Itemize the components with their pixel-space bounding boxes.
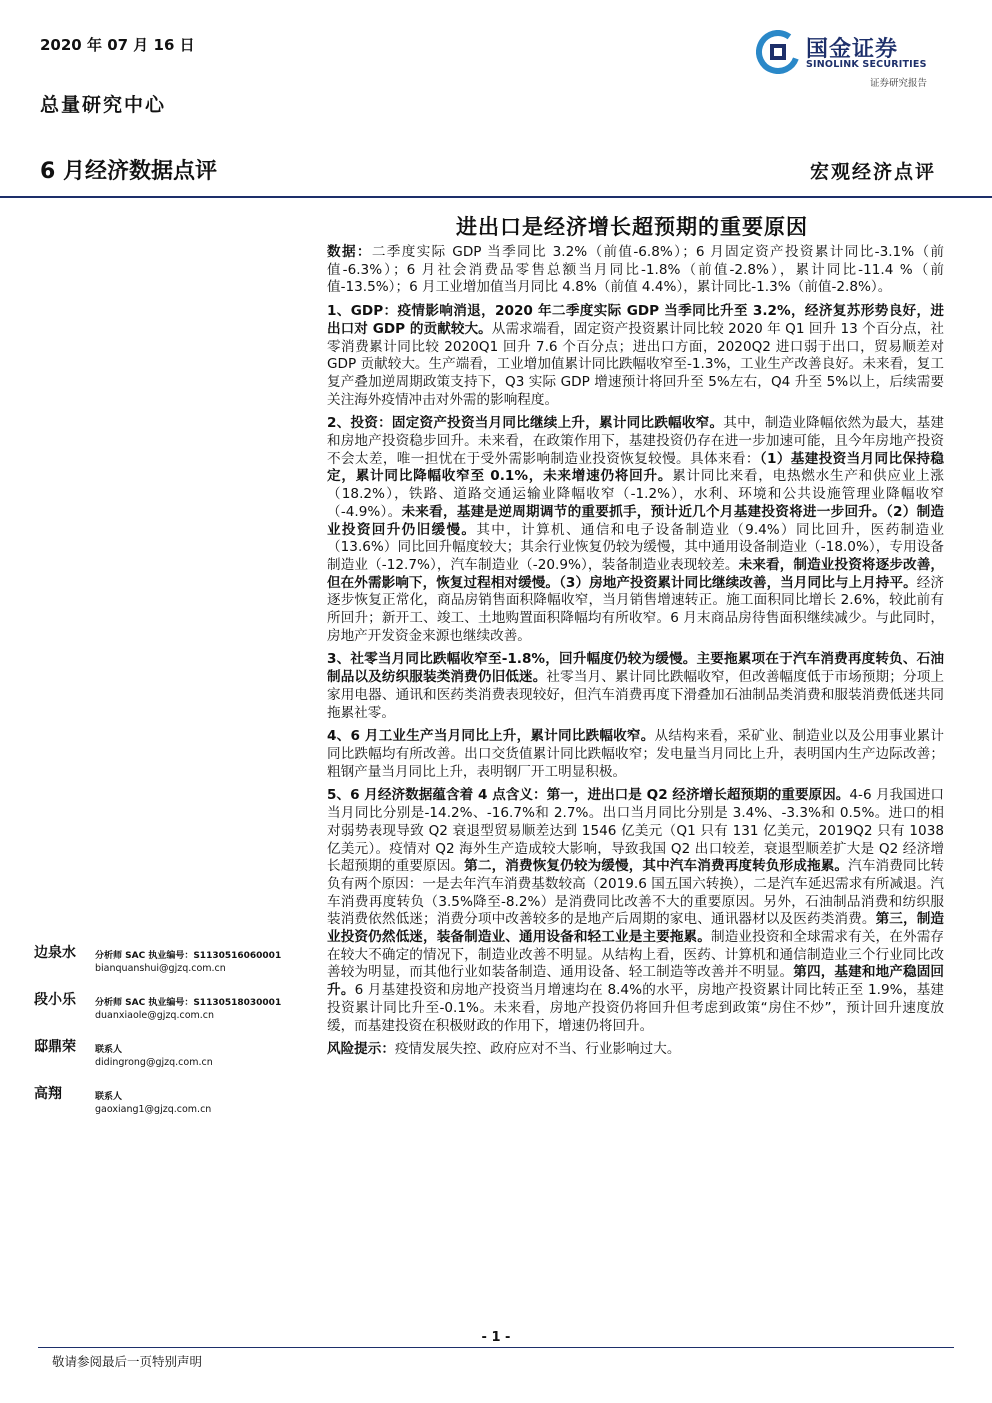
department-name: 总量研究中心 bbox=[40, 94, 167, 116]
body-text: 4-6 月我国进口当月同比分别是-14.2%、-16.7%和 2.7%。出口当月同比分别是 3.4%、-3.3%和 0.5%。进口的相对弱势表现导致 Q2 衰退型贸易顺差达到 1546 亿美元（Q1 只有 131 亿美元，2019Q2 只有 1038 亿美元）。疫情对 Q2 海外生产造成较大影响，导致我国 Q2 出口较差，衰退型顺差扩大是 Q2 经济增长超预期的重要原因。 bbox=[327, 787, 944, 875]
bold-text: 数据： bbox=[327, 244, 372, 260]
author-name: 段小乐 bbox=[34, 992, 76, 1008]
report-type: 宏观经济点评 bbox=[809, 161, 936, 183]
author-entry bbox=[34, 1036, 314, 1083]
body-text: 从结构来看，采矿业、制造业以及公用事业累计同比跌幅均有所改善。出口交货值累计同比跌幅收窄；发电量当月同比上升，表明国内生产边际改善；粗钢产量当月同比上升，表明钢厂开工明显积极。 bbox=[327, 728, 945, 780]
bold-text: 未来看，制造业投资将逐步改善，但在外需影响下，恢复过程相对缓慢。（3）房地产投资累计同比继续改善，当月同比与上月持平。 bbox=[327, 556, 945, 591]
header-divider bbox=[0, 196, 992, 198]
author-name: 边泉水 bbox=[34, 945, 76, 961]
paragraph bbox=[327, 728, 944, 781]
author-role: 联系人 bbox=[95, 1092, 123, 1102]
body-text: 其中，计算机、通信和电子设备制造业（9.4%）同比回升，医药制造业（13.6%）同比回升幅度较大；其余行业恢复仍较为缓慢，其中通用设备制造业（-18.0%），专用设备制造业（-12.7%），汽车制造业（-20.9%），装备制造业表现较差。 bbox=[327, 521, 944, 573]
headline: 进出口是经济增长超预期的重要原因 bbox=[456, 214, 808, 239]
author-email: gaoxiang1@gjzq.com.cn bbox=[95, 1104, 212, 1115]
bold-text: 风险提示： bbox=[327, 1041, 395, 1058]
sinolink-logo-icon bbox=[756, 30, 800, 74]
paragraph bbox=[327, 651, 944, 722]
disclaimer: 敬请参阅最后一页特别声明 bbox=[52, 1354, 203, 1369]
bold-text: 1、GDP：疫情影响消退，2020 年二季度实际 GDP 当季同比升至 3.2%，经济复苏形势良好，进出口对 GDP 的贡献较大。 bbox=[327, 303, 944, 337]
bold-text: 第二，消费恢复仍较为缓慢，其中汽车消费再度转负形成拖累。 bbox=[464, 858, 849, 875]
body-text: 从需求端看，固定资产投资累计同比较 2020 年 Q1 回升 13 个百分点，社零消费累计同比较 2020Q1 回升 7.6 个百分点；进出口方面，2020Q2 进口弱于出口，贸易顺差对 GDP 贡献较大。生产端看，工业增加值累计同比跌幅收窄至-1.3%，工业生产改善良好。未来看，复工复产叠加逆周期政策支持下，Q3 实际 GDP 增速预计将回升至 5%左右，Q4 升至 5%以上，后续需要关注海外疫情冲击对外需的影响程度。 bbox=[327, 320, 945, 408]
bold-text: 第三，制造业投资仍然低迷，装备制造业、通用设备和轻工业是主要拖累。 bbox=[327, 911, 945, 946]
author-email: didingrong@gjzq.com.cn bbox=[95, 1057, 213, 1068]
report-date: 2020 年 07 月 16 日 bbox=[40, 36, 195, 54]
footer-divider bbox=[38, 1347, 954, 1348]
body-text: 其中，制造业降幅依然为最大，基建和房地产投资稳步回升。未来看，在政策作用下，基建投资仍存在进一步加速可能，且今年房地产投资不会太差，唯一担忧在于受外需影响制造业投资恢复较慢。具体来看： bbox=[327, 415, 944, 467]
author-entry bbox=[34, 942, 314, 989]
paragraph bbox=[327, 415, 944, 645]
bold-text: 2、投资：固定资产投资当月同比继续上升，累计同比跌幅收窄。 bbox=[327, 415, 724, 432]
paragraph bbox=[327, 787, 944, 1035]
author-name: 邸鼎荣 bbox=[34, 1039, 76, 1055]
body-text: 社零当月、累计同比跌幅收窄，但改善幅度低于市场预期；分项上家用电器、通讯和医药类消费表现较好，但汽车消费再度下滑叠加石油制品类消费和服装消费低迷共同拖累社零。 bbox=[327, 669, 944, 721]
author-name: 高翔 bbox=[34, 1086, 62, 1102]
bold-text: （1）基建投资当月同比保持稳定，累计同比降幅收窄至 0.1%，未来增速仍将回升。 bbox=[327, 450, 944, 485]
author-entry bbox=[34, 989, 314, 1036]
report-body bbox=[327, 244, 944, 1065]
body-text: 6 月基建投资和房地产投资当月增速均在 8.4%的水平，房地产投资累计同比转正至 1.9%，基建投资累计同比升至-0.1%。未来看，房地产投资仍将回升但考虑到政策“房住不炒”，预计回升速度放缓，而基建投资在积极财政的作用下，增速仍将回升。 bbox=[327, 982, 944, 1034]
body-text: 二季度实际 GDP 当季同比 3.2%（前值-6.8%）；6 月固定资产投资累计同比-3.1%（前值-6.3%）；6 月社会消费品零售总额当月同比-1.8%（前值-2.8%），累计同比-11.4 %（前值-13.5%）；6 月工业增加值当月同比 4.8%（前值 4.4%），累计同比-1.3%（前值-2.8%）。 bbox=[327, 244, 945, 296]
paragraph bbox=[327, 303, 944, 409]
author-role: 分析师 SAC 执业编号：S1130516060001 bbox=[95, 951, 282, 961]
author-role: 分析师 SAC 执业编号：S1130518030001 bbox=[95, 998, 282, 1008]
author-role: 联系人 bbox=[95, 1045, 123, 1055]
author-entry bbox=[34, 1083, 314, 1130]
logo-subtitle: 证券研究报告 bbox=[870, 78, 928, 89]
logo-name-cn: 国金证券 bbox=[806, 37, 899, 62]
logo-name-en: SINOLINK SECURITIES bbox=[806, 59, 927, 70]
body-text: 疫情发展失控、政府应对不当、行业影响过大。 bbox=[394, 1041, 681, 1058]
author-email: duanxiaole@gjzq.com.cn bbox=[95, 1010, 215, 1021]
bold-text: 3、社零当月同比跌幅收窄至-1.8%，回升幅度仍较为缓慢。主要拖累项在于汽车消费再度转负、石油制品以及纺织服装类消费仍旧低迷。 bbox=[327, 651, 944, 686]
body-text: 经济逐步恢复正常化，商品房销售面积降幅收窄，当月销售增速转正。施工面积同比增长 2.6%，较此前有所回升；新开工、竣工、土地购置面积降幅均有所收窄。6 月末商品房待售面积继续减少。与此同时，房地产开发资金来源也继续改善。 bbox=[327, 574, 945, 644]
body-text: 汽车消费同比转负有两个原因：一是去年汽车消费基数较高（2019.6 国五国六转换），二是汽车延迟需求有所减退。汽车消费再度转负（3.5%降至-8.2%）是消费同比改善不大的重要原因。另外，石油制品消费和纺织服装消费依然低迷；消费分项中改善较多的是地产后周期的家电、通讯器材以及医药类消费。 bbox=[327, 858, 945, 928]
body-text: 累计同比来看，电热燃水生产和供应业上涨（18.2%），铁路、道路交通运输业降幅收窄（-1.2%），水利、环境和公共设施管理业降幅收窄（-4.9%）。 bbox=[327, 468, 944, 520]
bold-text: 5、6 月经济数据蕴含着 4 点含义：第一，进出口是 Q2 经济增长超预期的重要原因。 bbox=[327, 787, 850, 804]
bold-text: 4、6 月工业生产当月同比上升，累计同比跌幅收窄。 bbox=[327, 728, 655, 745]
author-email: bianquanshui@gjzq.com.cn bbox=[95, 963, 226, 974]
page-number: - 1 - bbox=[481, 1330, 511, 1345]
paragraph bbox=[327, 244, 944, 297]
bold-text: 第四，基建和地产稳固回升。 bbox=[327, 964, 945, 999]
paragraph bbox=[327, 1041, 944, 1059]
bold-text: 未来看，基建是逆周期调节的重要抓手，预计近几个月基建投资将进一步回升。（2）制造业投资回升仍旧缓慢。 bbox=[327, 503, 945, 538]
author-list bbox=[34, 942, 314, 1130]
report-title: 6 月经济数据点评 bbox=[40, 159, 217, 184]
body-text: 制造业投资和全球需求有关，在外需存在较大不确定的情况下，制造业改善不明显。从结构上看，医药、计算机和通信制造业三个行业同比改善较为明显，而其他行业如装备制造、通用设备、轻工制造等改善并不明显。 bbox=[327, 929, 944, 981]
